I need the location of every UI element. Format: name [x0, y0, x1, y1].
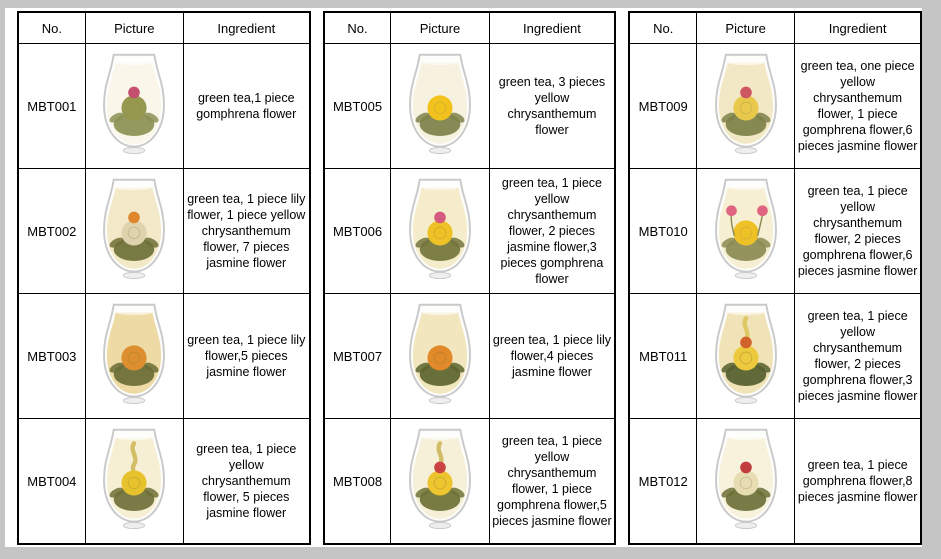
blooming-tea-photo [701, 422, 791, 540]
product-picture-cell [85, 169, 183, 294]
product-no: MBT011 [629, 294, 696, 419]
product-picture-cell [697, 294, 795, 419]
blooming-tea-photo [89, 422, 179, 540]
product-picture-cell [391, 419, 489, 545]
column-header: Picture [697, 12, 795, 44]
blooming-tea-photo [395, 297, 485, 415]
header-row [18, 12, 310, 44]
product-no: MBT006 [324, 169, 391, 294]
column-header: Ingredient [795, 12, 921, 44]
column-header: Ingredient [489, 12, 615, 44]
product-picture-cell [85, 294, 183, 419]
product-ingredient: green tea, 3 pieces yellow chrysanthemum flower [489, 44, 615, 169]
blooming-tea-photo [701, 47, 791, 165]
table-row [18, 169, 310, 294]
product-ingredient: green tea,1 piece gomphrena flower [183, 44, 309, 169]
product-ingredient: green tea, 1 piece yellow chrysanthemum flower, 5 pieces jasmine flower [183, 419, 309, 545]
blooming-tea-photo [701, 172, 791, 290]
product-picture-cell [85, 44, 183, 169]
product-no: MBT002 [18, 169, 85, 294]
ingredient-table [323, 11, 617, 545]
product-picture-cell [391, 169, 489, 294]
product-ingredient: green tea, 1 piece gomphrena flower,8 pieces jasmine flower [795, 419, 921, 545]
header-row [324, 12, 616, 44]
table-row [324, 294, 616, 419]
column-header: Ingredient [183, 12, 309, 44]
product-no: MBT009 [629, 44, 696, 169]
product-picture-cell [697, 169, 795, 294]
table-row [18, 294, 310, 419]
product-ingredient: green tea, 1 piece yellow chrysanthemum flower, 1 piece gomphrena flower,5 pieces jasmine flower [489, 419, 615, 545]
product-no: MBT008 [324, 419, 391, 545]
product-ingredient: green tea, 1 piece yellow chrysanthemum flower, 2 pieces jasmine flower,3 pieces gomphrena flower [489, 169, 615, 294]
blooming-tea-photo [395, 172, 485, 290]
product-ingredient: green tea, 1 piece yellow chrysanthemum flower, 2 pieces gomphrena flower,6 pieces jasmine flower [795, 169, 921, 294]
column-header: No. [324, 12, 391, 44]
product-picture-cell [85, 419, 183, 545]
product-picture-cell [391, 294, 489, 419]
product-ingredient: green tea, 1 piece yellow chrysanthemum flower, 2 pieces gomphrena flower,3 pieces jasmine flower [795, 294, 921, 419]
product-no: MBT007 [324, 294, 391, 419]
table-row [629, 419, 921, 545]
spec-sheet [5, 8, 922, 547]
tables-row [17, 11, 922, 545]
product-no: MBT004 [18, 419, 85, 545]
table-row [324, 44, 616, 169]
blooming-tea-photo [89, 47, 179, 165]
blooming-tea-photo [701, 297, 791, 415]
product-no: MBT012 [629, 419, 696, 545]
table-row [629, 44, 921, 169]
product-no: MBT010 [629, 169, 696, 294]
header-row [629, 12, 921, 44]
blooming-tea-photo [395, 422, 485, 540]
column-header: Picture [391, 12, 489, 44]
ingredient-table [17, 11, 311, 545]
product-ingredient: green tea, 1 piece lily flower, 1 piece yellow chrysanthemum flower, 7 pieces jasmine flower [183, 169, 309, 294]
blooming-tea-photo [395, 47, 485, 165]
table-row [18, 419, 310, 545]
product-picture-cell [391, 44, 489, 169]
product-no: MBT003 [18, 294, 85, 419]
column-header: No. [18, 12, 85, 44]
column-header: Picture [85, 12, 183, 44]
blooming-tea-photo [89, 172, 179, 290]
product-no: MBT005 [324, 44, 391, 169]
table-row [18, 44, 310, 169]
table-row [629, 169, 921, 294]
product-ingredient: green tea, 1 piece lily flower,4 pieces jasmine flower [489, 294, 615, 419]
table-row [629, 294, 921, 419]
ingredient-table [628, 11, 922, 545]
blooming-tea-photo [89, 297, 179, 415]
column-header: No. [629, 12, 696, 44]
product-ingredient: green tea, one piece yellow chrysanthemum flower, 1 piece gomphrena flower,6 pieces jasmine flower [795, 44, 921, 169]
product-picture-cell [697, 44, 795, 169]
table-row [324, 169, 616, 294]
product-no: MBT001 [18, 44, 85, 169]
product-picture-cell [697, 419, 795, 545]
table-row [324, 419, 616, 545]
product-ingredient: green tea, 1 piece lily flower,5 pieces jasmine flower [183, 294, 309, 419]
